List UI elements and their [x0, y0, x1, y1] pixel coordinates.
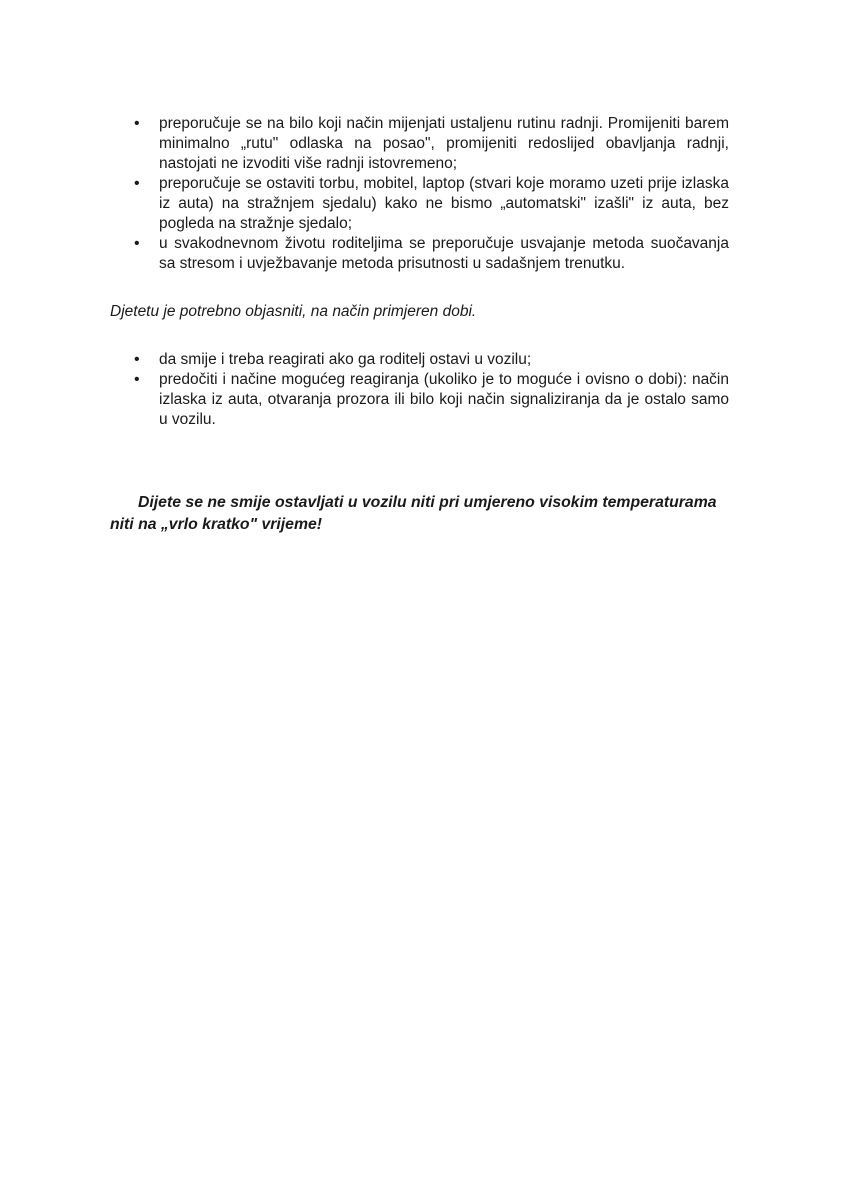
warning-text — [110, 492, 740, 536]
warning-line-1: Dijete se ne smije ostavljati u vozilu niti pri umjereno visokim temperaturama — [138, 494, 717, 511]
parent-tips-list — [159, 114, 729, 274]
list-item: • predočiti i načine mogućeg reagiranja (ukoliko je to moguće i ovisno o dobi): način izlaska iz auta, otvaranja prozora ili bilo koji način signaliziranja da je ostalo samo u vozilu. — [159, 370, 729, 430]
list-item: • preporučuje se na bilo koji način mijenjati ustaljenu rutinu radnji. Promijeniti barem minimalno „rutu" odlaska na posao", promijeniti redoslijed obavljanja radnji, nastojati ne izvoditi više radnji istovremeno; — [159, 114, 729, 174]
warning-line-2: niti na „vrlo kratko" vrijeme! — [110, 516, 323, 533]
child-intro: Djetetu je potrebno objasniti, na način primjeren dobi. — [110, 303, 477, 320]
list-item: • preporučuje se ostaviti torbu, mobitel, laptop (stvari koje moramo uzeti prije izlaska iz auta) na stražnjem sjedalu) kako ne bismo „automatski" izašli" iz auta, bez pogleda na stražnje sjedalo; — [159, 174, 729, 234]
list-item: • u svakodnevnom životu roditeljima se preporučuje usvajanje metoda suočavanja sa stresom i uvježbavanje metoda prisutnosti u sadašnjem trenutku. — [159, 234, 729, 274]
list-item: • da smije i treba reagirati ako ga roditelj ostavi u vozilu; — [159, 350, 729, 370]
child-tips-list — [159, 350, 729, 430]
